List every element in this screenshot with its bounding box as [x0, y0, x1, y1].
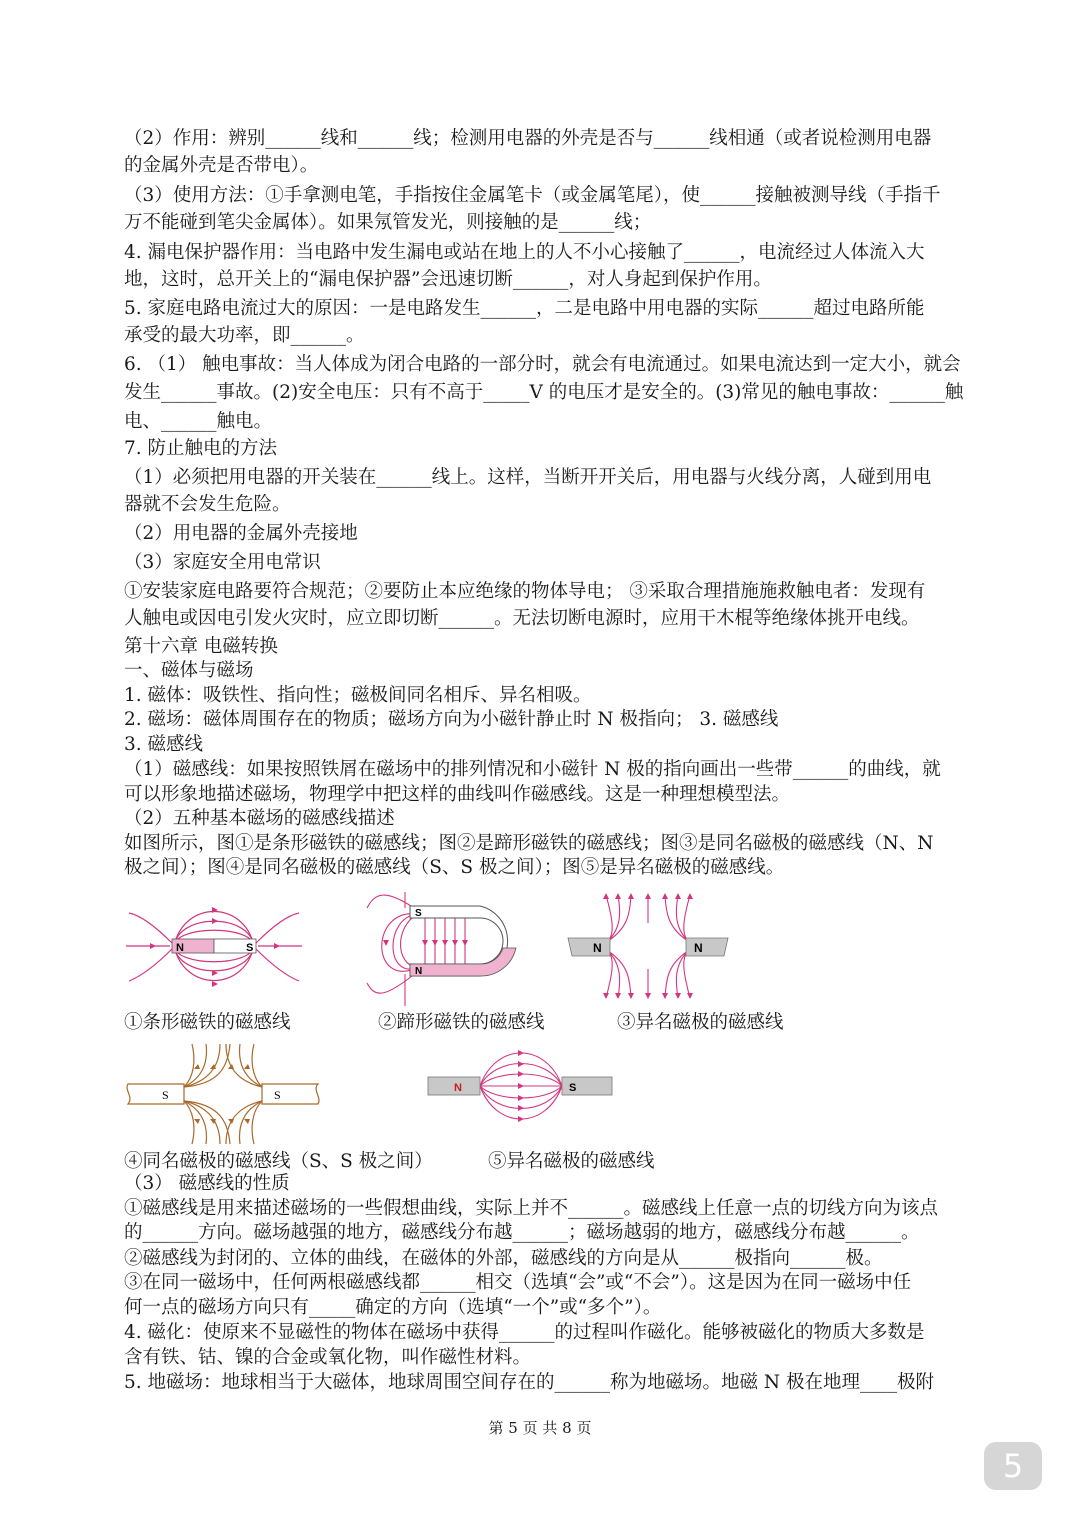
text-line: （2）五种基本磁场的磁感线描述	[124, 808, 395, 829]
text-line: 发生______事故。(2)安全电压：只有不高于_____V 的电压才是安全的。(3)常见的触电事故：______触	[124, 382, 964, 403]
text-line: 万不能碰到笔尖金属体）。如果氖管发光，则接触的是______线；	[124, 212, 652, 233]
text-line: 6. （1） 触电事故：当人体成为闭合电路的一部分时，就会有电流通过。如果电流达到一定大小，就会	[124, 354, 961, 375]
text-line: 7. 防止触电的方法	[124, 438, 278, 459]
text-line: （2）作用：辨别______线和______线；检测用电器的外壳是否与______线相通（或者说检测用电器	[124, 128, 932, 149]
figure-horseshoe-magnet	[365, 888, 525, 1010]
figure-unlike-poles-ns	[426, 1042, 616, 1138]
text-line: （3）家庭安全用电常识	[124, 552, 321, 573]
text-line: 含有铁、钴、镍的合金或氧化物，叫作磁性材料。	[124, 1347, 532, 1368]
page-badge: 5	[984, 1442, 1042, 1490]
figure-bar-magnet	[124, 895, 304, 1005]
caption-figure-4: ④同名磁极的磁感线（S、S 极之间）	[124, 1151, 433, 1172]
pole-n-label: N	[454, 1082, 462, 1094]
pole-s-label: S	[415, 908, 422, 919]
caption-figure-5: ⑤异名磁极的磁感线	[488, 1151, 655, 1172]
pole-n-label: N	[593, 941, 602, 955]
page-footer: 第 5 页 共 8 页	[488, 1419, 592, 1437]
text-line: 4. 磁化：使原来不显磁性的物体在磁场中获得______的过程叫作磁化。能够被磁化的物质大多数是	[124, 1322, 925, 1343]
text-line: ③在同一磁场中，任何两根磁感线都______相交（选填“会”或“不会”）。这是因为在同一磁场中任	[124, 1272, 912, 1293]
text-line: 承受的最大功率，即______。	[124, 325, 365, 346]
text-line: 2. 磁场：磁体周围存在的物质；磁场方向为小磁针静止时 N 极指向； 3. 磁感线	[124, 709, 779, 730]
text-line: 的______方向。磁场越强的地方，磁感线分布越______；磁场越弱的地方，磁感线分布越______。	[124, 1222, 920, 1243]
pole-s-label: S	[246, 942, 254, 954]
text-line: （3）使用方法：①手拿测电笔，手指按住金属笔卡（或金属笔尾），使______接触被测导线（手指千	[124, 185, 941, 206]
text-line: 一、磁体与磁场	[124, 660, 254, 681]
text-line: ①安装家庭电路要符合规范；②要防止本应绝缘的物体导电； ③采取合理措施施救触电者：发现有	[124, 581, 926, 602]
caption-figure-3: ③异名磁极的磁感线	[617, 1012, 784, 1033]
caption-figure-1: ①条形磁铁的磁感线	[124, 1012, 291, 1033]
text-line: 电、______触电。	[124, 411, 273, 432]
pole-s-label: S	[162, 1088, 169, 1102]
text-line: 4. 漏电保护器作用：当电路中发生漏电或站在地上的人不小心接触了______，电流经过人体流入大	[124, 242, 925, 263]
text-line: ①磁感线是用来描述磁场的一些假想曲线，实际上并不______。磁感线上任意一点的切线方向为该点	[124, 1198, 939, 1219]
text-line: 可以形象地描述磁场，物理学中把这样的曲线叫作磁感线。这是一种理想模型法。	[124, 784, 791, 805]
text-line: 1. 磁体：吸铁性、指向性；磁极间同名相斥、异名相吸。	[124, 685, 592, 706]
pole-n-label: N	[694, 941, 703, 955]
figure-like-poles-nn	[566, 893, 731, 1000]
pole-n-label: N	[176, 942, 184, 954]
text-line: 第十六章 电磁转换	[124, 636, 278, 657]
text-line: ②磁感线为封闭的、立体的曲线，在磁体的外部，磁感线的方向是从______极指向______极。	[124, 1248, 883, 1269]
text-line: 3. 磁感线	[124, 734, 204, 755]
pole-n-label: N	[415, 966, 423, 977]
pole-s-label: S	[569, 1082, 577, 1094]
figure-like-poles-ss	[124, 1042, 320, 1146]
text-line: 如图所示，图①是条形磁铁的磁感线；图②是蹄形磁铁的磁感线；图③是同名磁极的磁感线（N、N	[124, 833, 934, 854]
text-line: 人触电或因电引发火灾时，应立即切断______。无法切断电源时，应用干木棍等绝缘体挑开电线。	[124, 608, 920, 629]
text-line: 5. 家庭电路电流过大的原因：一是电路发生______，二是电路中用电器的实际______超过电路所能	[124, 298, 925, 319]
text-line: 何一点的磁场方向只有_____确定的方向（选填“一个”或“多个”）。	[124, 1297, 662, 1318]
text-line: （1）必须把用电器的开关装在______线上。这样，当断开开关后，用电器与火线分离，人碰到用电	[124, 467, 932, 488]
text-line: 的金属外壳是否带电）。	[124, 155, 319, 176]
text-line: 器就不会发生危险。	[124, 494, 291, 515]
text-line: 极之间）；图④是同名磁极的磁感线（S、S 极之间）；图⑤是异名磁极的磁感线。	[124, 857, 785, 878]
text-line: （2）用电器的金属外壳接地	[124, 523, 358, 544]
caption-figure-2: ②蹄形磁铁的磁感线	[378, 1012, 545, 1033]
text-line: （3） 磁感线的性质	[124, 1173, 290, 1194]
text-line: 地，这时，总开关上的“漏电保护器”会迅速切断______，对人身起到保护作用。	[124, 269, 772, 290]
pole-s-label: S	[274, 1088, 281, 1102]
text-line: （1）磁感线：如果按照铁屑在磁场中的排列情况和小磁针 N 极的指向画出一些带______的曲线，就	[124, 759, 941, 780]
text-line: 5. 地磁场：地球相当于大磁体，地球周围空间存在的______称为地磁场。地磁 N 极在地理____极附	[124, 1372, 934, 1393]
